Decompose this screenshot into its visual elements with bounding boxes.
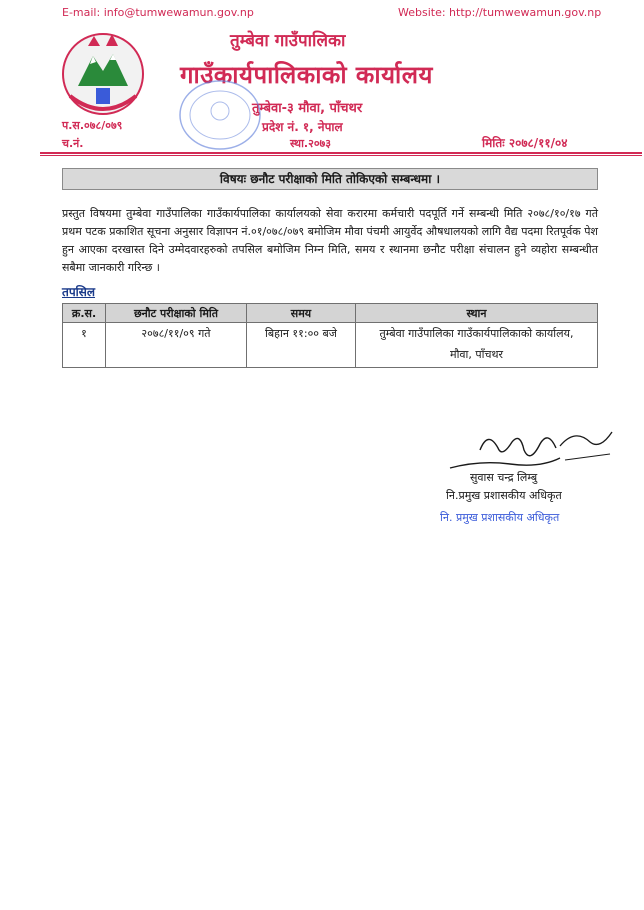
cell-time: बिहान ११:०० बजे xyxy=(247,323,356,368)
table-row xyxy=(63,323,598,368)
office-name: गाउँकार्यपालिकाको कार्यालय xyxy=(180,61,433,89)
patra-sankhya: प.स.०७८/०७९ xyxy=(62,119,123,132)
cell-place xyxy=(356,323,598,368)
header-rule xyxy=(40,152,642,154)
col-header-place: स्थान xyxy=(356,304,598,323)
place-line-2: मौवा, पाँचथर xyxy=(450,348,503,361)
tapasil-label: तपसिल xyxy=(62,285,96,299)
signatory-name: सुवास चन्द्र लिम्बु xyxy=(470,471,538,484)
chalani-number: च.नं. xyxy=(62,137,84,150)
col-header-time: समय xyxy=(247,304,356,323)
col-header-sn: क्र.स. xyxy=(63,304,106,323)
email-line: E-mail: info@tumwewamun.gov.np xyxy=(62,6,254,19)
cell-date: २०७८/११/०९ गते xyxy=(106,323,247,368)
office-stamp-icon xyxy=(175,75,265,155)
body-paragraph: प्रस्तुत विषयमा तुम्बेवा गाउँपालिका गाउँकार्यपालिका कार्यालयको सेवा करारमा कर्मचारी पदपूर्ति गर्ने सम्बन्धी मिति २०७८/१०/१७ गते प्रथम पटक प्रकाशित सूचना अनुसार विज्ञापन नं.०१/०७८/०७९ बमोजिम मौवा पंचमी आयुर्वेद औषधालयको लागि वैद्य पदमा रितपूर्वक पेश हुन आएका दरखास्त दिने उम्मेदवारहरुको तपसिल बमोजिम निम्न मिति, समय र स्थानमा छनौट परीक्षा संचालन हुने व्यहोरा सम्बन्धीत सबैमा जानकारी गरिन्छ । xyxy=(62,207,598,274)
letter-date: मितिः २०७८/११/०४ xyxy=(482,136,568,150)
established-year: स्था.२०७३ xyxy=(290,137,331,150)
province-line: प्रदेश नं. १, नेपाल xyxy=(262,120,343,134)
table-header-row xyxy=(63,304,598,323)
subject-box: विषयः छनौट परीक्षाको मिति तोकिएको सम्बन्धमा । xyxy=(62,168,598,190)
place-line-1: तुम्बेवा गाउँपालिका गाउँकार्यपालिकाको कार्यालय, xyxy=(379,327,574,340)
col-header-date: छनौट परीक्षाको मिति xyxy=(106,304,247,323)
cell-sn: १ xyxy=(63,323,106,368)
website-line: Website: http://tumwewamun.gov.np xyxy=(398,6,602,19)
signatory-title: नि.प्रमुख प्रशासकीय अधिकृत xyxy=(446,489,562,502)
schedule-table xyxy=(62,303,598,368)
office-address: तुम्बेवा-३ मौवा, पाँचथर xyxy=(252,101,363,116)
header-rule-thin xyxy=(40,155,642,156)
nepal-emblem-icon xyxy=(58,26,148,122)
municipality-name: तुम्बेवा गाउँपालिका xyxy=(230,31,346,51)
designation-stamp: नि. प्रमुख प्रशासकीय अधिकृत xyxy=(440,511,560,524)
